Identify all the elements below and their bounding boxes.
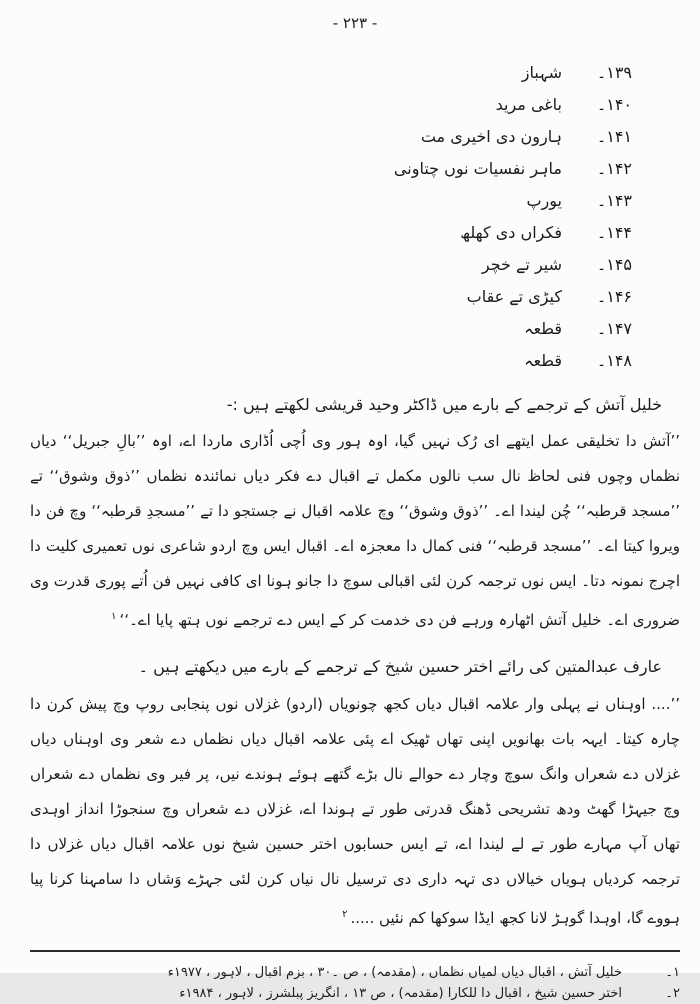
poem-title: قطعہ (524, 318, 562, 338)
poem-title: یورپ (526, 190, 562, 210)
list-item (30, 344, 632, 376)
footnote-number: ۱۔ (665, 964, 680, 980)
list-item (30, 248, 632, 280)
section1-quote (30, 424, 680, 638)
poem-number: ۱۴۲۔ (596, 158, 632, 178)
quote-text: ’’.... اوہناں نے پہلی وار علامہ اقبال دیاں کجھ چونویاں (اردو) غزلاں نوں پنجابی روپ وچ پیش کرن دا چارہ کیتا۔ ایہہ بات بھانویں اپنی تھاں ٹھیک اے پئی علامہ اقبال دیاں نظماں دے شعر وی اوہناں دیاں غزلاں دے شعراں وانگ سوچ وچار دے حوالے نال بڑے گتھے ہوئے ہوندے نیں، پر فیر وی نظماں دے شعراں وچ جیہڑا گھٹ ودھ تشریحی ڈھنگ قدرتی طور تے ہوندا اے، غزلاں دے شعراں وچ سنجوڑا انداز اوہدی تھاں آپ مہارے طور تے لے لیندا اے، تے ایس حسابوں اختر حسین شیخ نوں علامہ اقبال دیاں غزلاں دا ترجمہ کردیاں ہویاں خیالاں دی تہہ داری دی ترسیل نال نیاں کرن لئی جہڑے وَشاں دا سامہنا کرنا پیا ہووے گا، اوہدا گوہڑ لانا کجھ ایڈا سوکھا کم نئیں ..... (30, 694, 680, 927)
list-item (30, 152, 632, 184)
poem-number: ۱۳۹۔ (596, 62, 632, 82)
poem-title: ماہر نفسیات نوں چتاونی (393, 158, 562, 178)
poem-title: فکراں دی کھلھ (460, 222, 562, 242)
poem-number: ۱۴۵۔ (596, 254, 632, 274)
footnote-number: ۲۔ (665, 985, 680, 1001)
footnote-marker-1: ۱ (111, 611, 117, 623)
footnote-divider (30, 950, 680, 952)
list-item (30, 184, 632, 216)
poem-number: ۱۴۶۔ (596, 286, 632, 306)
footnote-text: اختر حسین شیخ ، اقبال دا للکارا (مقدمہ) ، ص ۱۳ ، انگریز پبلشرز ، لاہور ، ۱۹۸۴ء (179, 985, 622, 1001)
poem-list (30, 56, 632, 376)
section2-intro: عارف عبدالمتین کی رائے اختر حسین شیخ کے ترجمے کے بارے میں دیکھتے ہیں ۔ (138, 657, 662, 677)
section1-intro: خلیل آتش کے ترجمے کے بارے میں ڈاکٹر وحید قریشی لکھتے ہیں :- (226, 395, 662, 414)
poem-number: ۱۴۳۔ (596, 190, 632, 210)
poem-title: ہارون دی اخیری مت (420, 126, 562, 146)
list-item (30, 312, 632, 344)
list-item (30, 88, 632, 120)
poem-title: شیر تے خچر (481, 254, 562, 274)
quote-text: ’’آتش دا تخلیقی عمل ایتھے ای رُک نہیں گیا، اوہ ہور وی اُچی اُڈاری ماردا اے، اوہ ’’بالِ جبریل‘‘ دیاں نظماں وچوں فنی لحاظ نال سب نالوں مکمل تے اقبال دے فکر دیاں نمائندہ نظماں ’’ذوق وشوق‘‘ تے ’’مسجد قرطبہ‘‘ چُن لیندا اے۔ ’’ذوق وشوق‘‘ وچ علامہ اقبال نے جستجو دا تے ’’مسجدِ قرطبہ‘‘ وچ فن دا ویروا کیتا اے۔ ’’مسجد قرطبہ‘‘ فنی کمال دا معجزہ اے۔ اقبال ایس وچ اردو شاعری نوں تعمیری کلیت دا اچرج نمونہ دتا۔ ایس نوں ترجمہ کرن لئی اقبالی سوچ دا جانو ہونا ای کافی نہیں فن اُتے پوری قدرت وی ضروری اے۔ خلیل آتش اٹھارہ ورہے فن دی خدمت کر کے ایس دے ترجمے نوں ہتھ پایا اے۔‘‘ (30, 432, 680, 630)
footnote-marker-2: ۲ (342, 908, 348, 920)
poem-number: ۱۴۰۔ (596, 94, 632, 114)
poem-number: ۱۴۴۔ (596, 222, 632, 242)
list-item (30, 216, 632, 248)
poem-title: شہباز (521, 62, 562, 82)
footnote-text: خلیل آتش ، اقبال دیاں لمیاں نظماں ، (مقدمہ) ، ص ۔۳۰ ، بزم اقبال ، لاہور ، ۱۹۷۷ء (167, 964, 622, 980)
poem-number: ۱۴۷۔ (596, 318, 632, 338)
poem-title: کیڑی تے عقاب (466, 286, 562, 306)
footnote (30, 983, 680, 1004)
poem-title: باغی مرید (495, 94, 562, 114)
list-item (30, 56, 632, 88)
list-item (30, 120, 632, 152)
list-item (30, 280, 632, 312)
poem-title: قطعہ (524, 350, 562, 370)
section2-quote (30, 687, 680, 936)
poem-number: ۱۴۱۔ (596, 126, 632, 146)
page-number: - ۲۲۳ - (332, 14, 378, 32)
poem-number: ۱۴۸۔ (596, 350, 632, 370)
footnote (30, 962, 680, 983)
